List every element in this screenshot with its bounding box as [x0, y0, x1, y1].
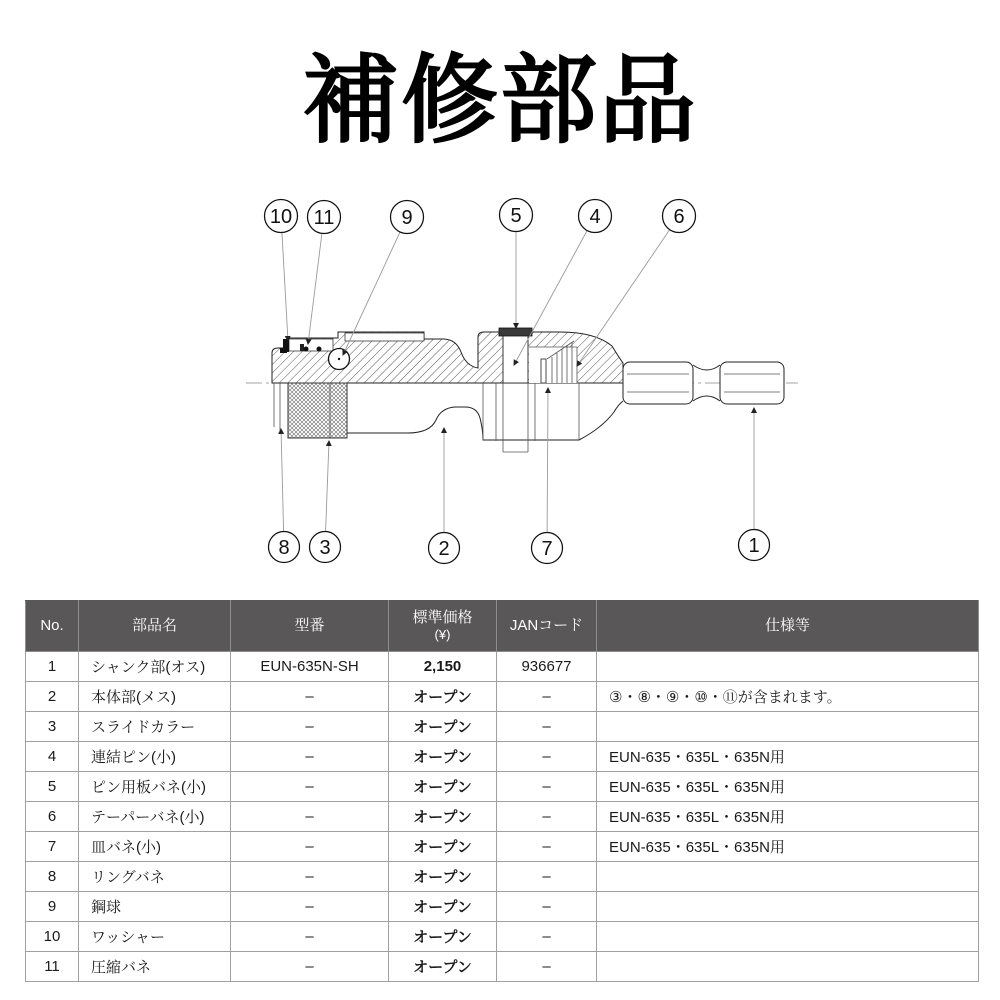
cell-name-row5: ピン用板バネ(小) [79, 772, 231, 802]
cell-no-row11: 11 [26, 952, 79, 982]
leader-line-6 [577, 230, 670, 366]
cell-price-row9: オープン [389, 892, 497, 922]
cell-spec-row2: ③・⑧・⑨・⑩・⑪が含まれます。 [597, 682, 979, 712]
table-row-11 [26, 952, 979, 982]
cell-price-row1: 2,150 [389, 652, 497, 682]
cell-spec-row7: EUN-635・635L・635N用 [597, 832, 979, 862]
cell-spec-row3 [597, 712, 979, 742]
cell-spec-row8 [597, 862, 979, 892]
cell-price-row6: オープン [389, 802, 497, 832]
cell-name-row2: 本体部(メス) [79, 682, 231, 712]
cell-name-row10: ワッシャー [79, 922, 231, 952]
coupler-body-section [272, 328, 623, 383]
cell-jan-row3: – [497, 712, 597, 742]
cell-no-row8: 8 [26, 862, 79, 892]
cell-spec-row11 [597, 952, 979, 982]
cell-jan-row11: – [497, 952, 597, 982]
compression-spring-part [300, 344, 304, 351]
cell-jan-row2: – [497, 682, 597, 712]
cell-name-row8: リングバネ [79, 862, 231, 892]
cell-no-row2: 2 [26, 682, 79, 712]
column-header-4: JANコード [497, 601, 597, 652]
callout-label-8: 8 [278, 537, 290, 560]
cell-price-row3: オープン [389, 712, 497, 742]
spring-pocket [289, 339, 333, 351]
steel-ball-center [338, 358, 340, 360]
cell-model-row7: – [231, 832, 389, 862]
cell-model-row4: – [231, 742, 389, 772]
callout-label-2: 2 [438, 538, 450, 561]
table-row-6 [26, 802, 979, 832]
cell-spec-row5: EUN-635・635L・635N用 [597, 772, 979, 802]
pin-plate-spring [499, 328, 532, 336]
cell-no-row5: 5 [26, 772, 79, 802]
cell-price-row8: オープン [389, 862, 497, 892]
table-row-1 [26, 652, 979, 682]
slide-collar [288, 383, 347, 438]
cell-model-row9: – [231, 892, 389, 922]
cell-spec-row4: EUN-635・635L・635N用 [597, 742, 979, 772]
leader-line-3 [326, 441, 329, 532]
cell-spec-row6: EUN-635・635L・635N用 [597, 802, 979, 832]
cell-jan-row1: 936677 [497, 652, 597, 682]
cell-no-row6: 6 [26, 802, 79, 832]
cell-name-row11: 圧縮バネ [79, 952, 231, 982]
small-part-dot2 [317, 347, 322, 352]
table-row-9 [26, 892, 979, 922]
column-header-1: 部品名 [79, 601, 231, 652]
callout-label-1: 1 [748, 535, 760, 558]
table-row-5 [26, 772, 979, 802]
cell-price-row11: オープン [389, 952, 497, 982]
connecting-pin [503, 334, 528, 383]
cell-name-row6: テーパーバネ(小) [79, 802, 231, 832]
cell-no-row4: 4 [26, 742, 79, 772]
ring-spring-part [280, 348, 287, 353]
leader-line-7 [547, 388, 548, 533]
callout-label-3: 3 [319, 537, 331, 560]
cell-jan-row5: – [497, 772, 597, 802]
column-header-2: 型番 [231, 601, 389, 652]
cell-model-row11: – [231, 952, 389, 982]
cell-price-row5: オープン [389, 772, 497, 802]
leader-line-10 [282, 232, 288, 341]
callout-label-4: 4 [589, 206, 601, 229]
parts-diagram [0, 180, 1000, 595]
table-row-3 [26, 712, 979, 742]
callout-label-5: 5 [510, 205, 522, 228]
cell-price-row2: オープン [389, 682, 497, 712]
cell-model-row10: – [231, 922, 389, 952]
hex-shank [623, 362, 784, 404]
small-part-dot1 [304, 347, 309, 352]
cell-spec-row1 [597, 652, 979, 682]
cell-model-row8: – [231, 862, 389, 892]
column-header-3: 標準価格 (¥) [389, 601, 497, 652]
table-header-row [26, 601, 979, 652]
table-row-8 [26, 862, 979, 892]
cell-jan-row8: – [497, 862, 597, 892]
table-row-10 [26, 922, 979, 952]
cell-name-row3: スライドカラー [79, 712, 231, 742]
cell-model-row3: – [231, 712, 389, 742]
cell-model-row6: – [231, 802, 389, 832]
cell-model-row5: – [231, 772, 389, 802]
leader-line-11 [308, 233, 322, 344]
callout-label-9: 9 [401, 207, 413, 230]
cell-jan-row4: – [497, 742, 597, 772]
table-row-7 [26, 832, 979, 862]
leader-line-8 [281, 429, 284, 532]
cell-no-row1: 1 [26, 652, 79, 682]
callout-label-7: 7 [541, 538, 553, 561]
cell-jan-row9: – [497, 892, 597, 922]
cell-price-row4: オープン [389, 742, 497, 772]
cell-no-row7: 7 [26, 832, 79, 862]
cell-jan-row6: – [497, 802, 597, 832]
cell-no-row10: 10 [26, 922, 79, 952]
callout-label-10: 10 [269, 206, 293, 229]
callout-label-11: 11 [313, 207, 335, 230]
body-notch [345, 333, 424, 341]
table-row-2 [26, 682, 979, 712]
cell-name-row7: 皿バネ(小) [79, 832, 231, 862]
column-header-5: 仕様等 [597, 601, 979, 652]
cell-spec-row10 [597, 922, 979, 952]
cell-name-row1: シャンク部(オス) [79, 652, 231, 682]
page-title: 補修部品 [302, 46, 698, 155]
cell-price-row10: オープン [389, 922, 497, 952]
cell-model-row2: – [231, 682, 389, 712]
cell-spec-row9 [597, 892, 979, 922]
coupler-lower-outline [274, 383, 623, 452]
cell-name-row9: 鋼球 [79, 892, 231, 922]
cell-no-row9: 9 [26, 892, 79, 922]
cell-price-row7: オープン [389, 832, 497, 862]
cell-model-row1: EUN-635N-SH [231, 652, 389, 682]
cell-jan-row7: – [497, 832, 597, 862]
cell-jan-row10: – [497, 922, 597, 952]
cell-no-row3: 3 [26, 712, 79, 742]
column-header-0: No. [26, 601, 79, 652]
cell-name-row4: 連結ピン(小) [79, 742, 231, 772]
parts-table [25, 600, 979, 982]
callout-label-6: 6 [673, 206, 685, 229]
table-row-4 [26, 742, 979, 772]
